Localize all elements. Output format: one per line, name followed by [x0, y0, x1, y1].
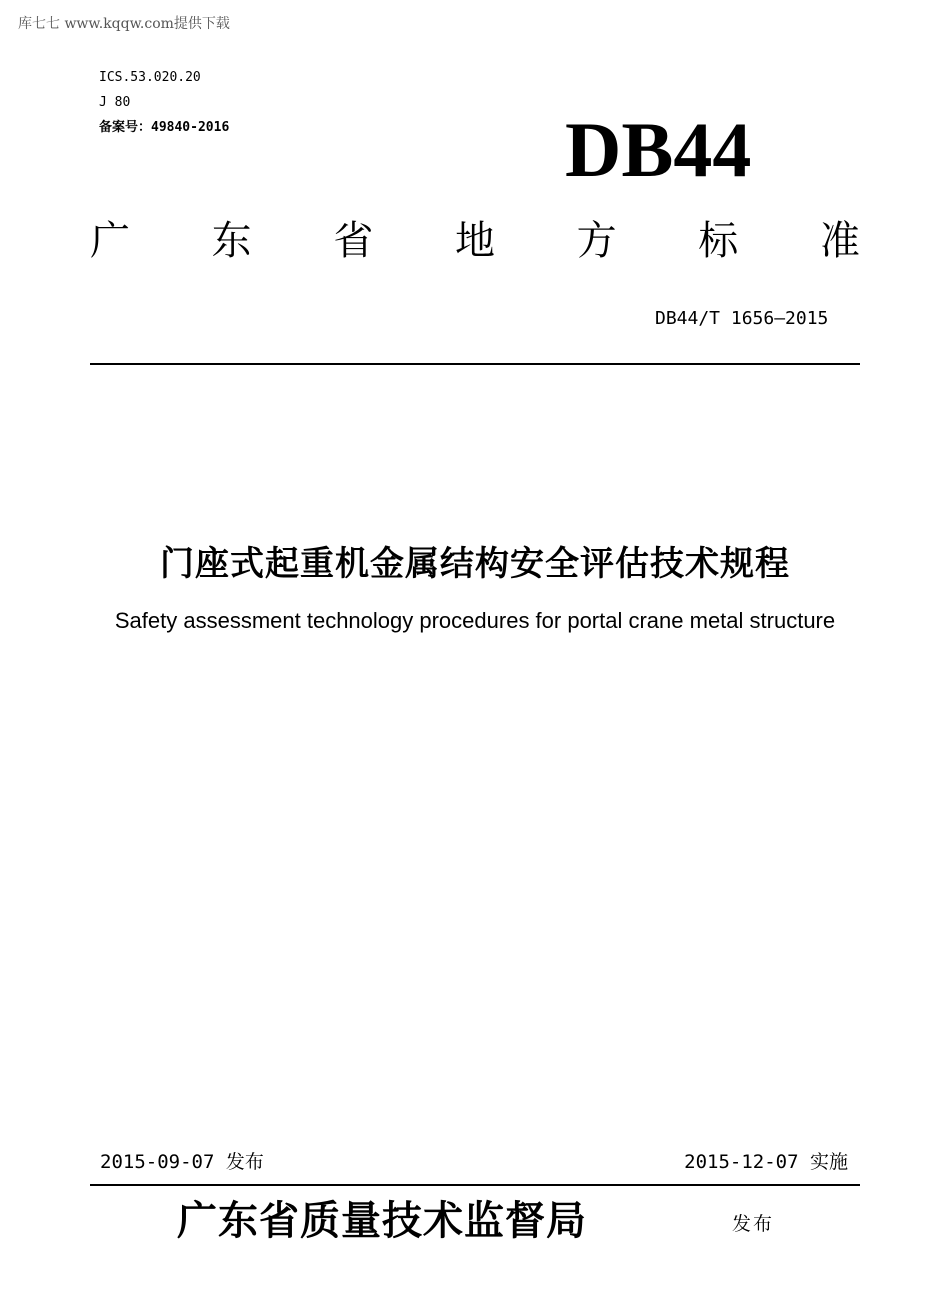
standard-type-char: 广: [90, 218, 130, 264]
classification-code: J 80: [99, 95, 131, 110]
implement-date-value: 2015-12-07: [684, 1151, 799, 1173]
standard-type-char: 标: [698, 218, 739, 264]
publish-date: [100, 1150, 264, 1174]
issuing-authority: 广东省质量技术监督局: [177, 1197, 587, 1244]
standard-code-logo: DB44: [565, 106, 752, 193]
standard-type-heading: [90, 218, 860, 264]
document-title-en: Safety assessment technology procedures for portal crane metal structure: [114, 608, 836, 633]
publish-date-label: 发布: [225, 1151, 264, 1173]
standard-type-char: 准: [819, 218, 860, 264]
publish-date-value: 2015-09-07: [100, 1151, 215, 1173]
record-number: 备案号：49840-2016: [99, 120, 230, 135]
standard-type-char: 地: [454, 218, 495, 264]
watermark-text: 库七七 www.kqqw.com提供下载: [18, 16, 230, 32]
standard-number: DB44/T 1656—2015: [655, 308, 829, 329]
standard-type-char: 省: [333, 218, 374, 264]
implement-date-label: 实施: [809, 1151, 848, 1173]
document-title-zh: 门座式起重机金属结构安全评估技术规程: [160, 544, 790, 584]
ics-code: ICS.53.020.20: [99, 70, 201, 85]
standard-type-char: 东: [211, 218, 252, 264]
implement-date: [684, 1150, 848, 1174]
standard-type-char: 方: [576, 218, 617, 264]
issued-label: 发布: [732, 1213, 775, 1235]
bottom-divider: [90, 1184, 860, 1186]
top-divider: [90, 363, 860, 365]
